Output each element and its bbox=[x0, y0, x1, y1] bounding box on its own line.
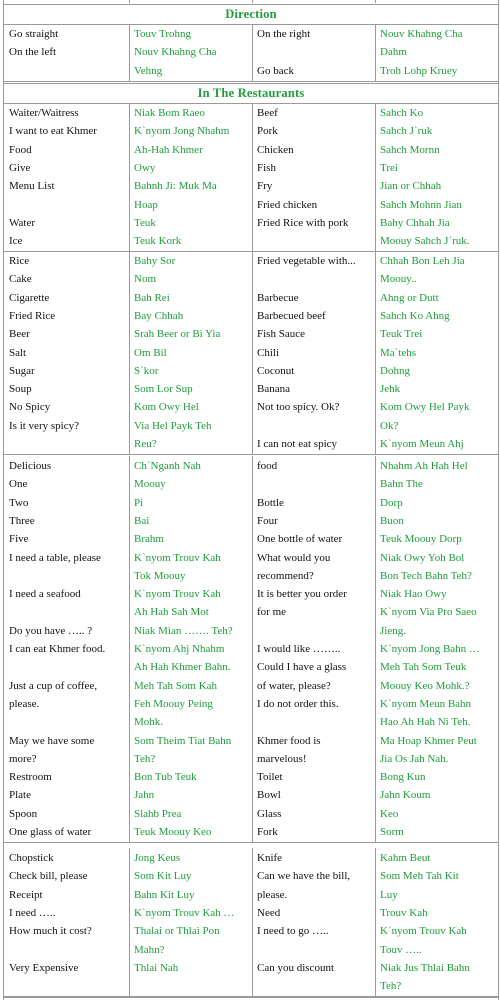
english-phrase: Toilet bbox=[257, 771, 283, 784]
khmer-phrase: K`nyom Trouv Kah … bbox=[134, 906, 235, 919]
english-phrase: Cake bbox=[9, 273, 32, 286]
english-phrase: Chopstick bbox=[9, 852, 54, 864]
khmer-phrase: Hoap bbox=[134, 198, 158, 211]
english-phrase: Three bbox=[9, 514, 35, 527]
khmer-phrase: Teuk Moouy Dorp bbox=[380, 533, 462, 546]
column-divider bbox=[375, 103, 376, 251]
khmer-phrase: Mohk. bbox=[134, 716, 164, 729]
english-phrase: Do you have ….. ? bbox=[9, 624, 93, 637]
khmer-phrase: Thlai Nah bbox=[134, 961, 179, 974]
english-phrase: On the left bbox=[9, 46, 57, 59]
section-header: In The Restaurants bbox=[4, 83, 498, 104]
khmer-phrase: K`nyom Trouv Kah bbox=[134, 551, 221, 564]
english-phrase: Soup bbox=[9, 383, 32, 396]
column-divider bbox=[129, 251, 130, 454]
khmer-phrase: Som Meh Tah Kit bbox=[380, 870, 459, 883]
khmer-phrase: Owy bbox=[134, 161, 156, 174]
english-phrase: marvelous! bbox=[257, 752, 307, 765]
column-divider bbox=[252, 848, 253, 996]
english-phrase: Chili bbox=[257, 346, 280, 359]
khmer-phrase: Bahy Sor bbox=[134, 255, 176, 267]
english-phrase: please. bbox=[257, 888, 288, 901]
khmer-phrase: Hao Ah Hah Ni Teh. bbox=[380, 716, 471, 729]
row-group bbox=[4, 24, 498, 82]
khmer-phrase: Jian or Chhah bbox=[380, 180, 442, 193]
english-phrase: One bottle of water bbox=[257, 533, 343, 546]
english-phrase: I need ….. bbox=[9, 906, 56, 919]
english-phrase: Pork bbox=[257, 125, 278, 138]
column-divider bbox=[252, 251, 253, 454]
khmer-phrase: Vehng bbox=[134, 64, 163, 77]
english-phrase: Spoon bbox=[9, 807, 38, 820]
khmer-phrase: Niak Owy Yoh Bol bbox=[380, 551, 465, 564]
english-phrase: I need a table, please bbox=[9, 551, 101, 564]
khmer-phrase: Jieng. bbox=[380, 624, 406, 637]
khmer-phrase: Dorp bbox=[380, 496, 403, 509]
english-phrase: for me bbox=[257, 606, 287, 619]
english-phrase: Go straight bbox=[9, 28, 59, 40]
english-phrase: I can eat Khmer food. bbox=[9, 643, 106, 655]
khmer-phrase: Bahnh Ji: Muk Ma bbox=[134, 180, 217, 193]
row-group bbox=[4, 848, 498, 997]
khmer-phrase: Nom bbox=[134, 273, 156, 286]
khmer-phrase: Moouy Sahch J`ruk. bbox=[380, 235, 470, 248]
english-phrase: Water bbox=[9, 216, 35, 229]
english-phrase: Bowl bbox=[257, 789, 281, 802]
english-phrase: Coconut bbox=[257, 364, 295, 377]
khmer-phrase: Touv ….. bbox=[380, 943, 422, 956]
column-divider bbox=[252, 24, 253, 81]
english-phrase: please. bbox=[9, 697, 40, 710]
khmer-phrase: Sorm bbox=[380, 826, 404, 838]
english-phrase: Five bbox=[9, 533, 29, 546]
english-phrase: Cigarette bbox=[9, 291, 50, 304]
khmer-phrase: Brahm bbox=[134, 533, 164, 546]
column-divider bbox=[375, 24, 376, 81]
khmer-phrase: Mahn? bbox=[134, 943, 165, 956]
english-phrase: I would like …….. bbox=[257, 643, 341, 655]
english-phrase: Ice bbox=[9, 235, 23, 248]
khmer-phrase: Kom Owy Hel bbox=[134, 401, 199, 414]
khmer-phrase: Som Lor Sup bbox=[134, 383, 193, 396]
khmer-phrase: Bay Chhah bbox=[134, 309, 184, 322]
khmer-phrase: Bon Tub Teuk bbox=[134, 771, 197, 784]
khmer-phrase: Teuk Moouy Keo bbox=[134, 826, 212, 838]
english-phrase: Can we have the bill, bbox=[257, 870, 351, 883]
khmer-phrase: Kom Owy Hel Payk bbox=[380, 401, 470, 414]
khmer-phrase: K`nyom Ahj Nhahm bbox=[134, 643, 225, 655]
khmer-phrase: K`nyom Meun Bahn bbox=[380, 697, 472, 710]
khmer-phrase: Sahch J`ruk bbox=[380, 125, 433, 138]
english-phrase: Knife bbox=[257, 852, 283, 864]
english-phrase: Not too spicy. Ok? bbox=[257, 401, 340, 414]
english-phrase: Food bbox=[9, 143, 32, 156]
khmer-phrase: Jong Keus bbox=[134, 852, 181, 864]
khmer-phrase: Pi bbox=[134, 496, 144, 509]
khmer-phrase: Dahm bbox=[380, 46, 407, 59]
khmer-phrase: Slahb Prea bbox=[134, 807, 182, 820]
khmer-phrase: Bahn Kit Luy bbox=[134, 888, 195, 901]
khmer-phrase: Jehk bbox=[380, 383, 401, 396]
english-phrase: Sugar bbox=[9, 364, 35, 377]
khmer-phrase: Jia Os Jah Nah. bbox=[380, 752, 449, 765]
khmer-phrase: Bai bbox=[134, 514, 150, 527]
khmer-phrase: Sahch Mornn bbox=[380, 143, 440, 156]
english-phrase: Fish bbox=[257, 161, 276, 174]
row-group bbox=[4, 456, 498, 843]
khmer-phrase: Jahn bbox=[134, 789, 155, 802]
row-group bbox=[4, 251, 498, 455]
english-phrase: Barbecued beef bbox=[257, 309, 326, 322]
khmer-phrase: Feh Moouy Peing bbox=[134, 697, 213, 710]
english-phrase: Receipt bbox=[9, 888, 43, 901]
english-phrase: No Spicy bbox=[9, 401, 51, 414]
khmer-phrase: Ah Hah Sah Mot bbox=[134, 606, 209, 619]
khmer-phrase: Jahn Koum bbox=[380, 789, 431, 802]
khmer-phrase: K`nyom Trouv Kah bbox=[380, 925, 467, 938]
khmer-phrase: Buon bbox=[380, 514, 404, 527]
english-phrase: What would you bbox=[257, 551, 331, 564]
khmer-phrase: Moouy.. bbox=[380, 273, 417, 286]
column-divider bbox=[252, 456, 253, 842]
khmer-phrase: Meh Tah Som Kah bbox=[134, 679, 218, 692]
khmer-phrase: Niak Jus Thlai Bahn bbox=[380, 961, 470, 974]
khmer-phrase: Teh? bbox=[380, 980, 402, 993]
khmer-phrase: Bong Kun bbox=[380, 771, 426, 784]
column-divider bbox=[129, 103, 130, 251]
english-phrase: Restroom bbox=[9, 771, 52, 784]
khmer-phrase: Bahy Chhah Jia bbox=[380, 216, 450, 229]
khmer-phrase: Teuk Trei bbox=[380, 328, 423, 341]
english-phrase: Waiter/Waitress bbox=[9, 107, 79, 119]
khmer-phrase: Moouy Keo Mohk.? bbox=[380, 679, 470, 692]
english-phrase: Very Expensive bbox=[9, 961, 79, 974]
column-divider bbox=[375, 456, 376, 842]
khmer-phrase: Troh Lohp Kruey bbox=[380, 64, 458, 77]
column-divider bbox=[375, 848, 376, 996]
english-phrase: Fry bbox=[257, 180, 273, 193]
column-divider bbox=[129, 848, 130, 996]
english-phrase: I need to go ….. bbox=[257, 925, 329, 938]
table-bottom-border bbox=[4, 997, 498, 998]
english-phrase: Fried vegetable with... bbox=[257, 255, 356, 267]
khmer-phrase: Nhahm Ah Hah Hel bbox=[380, 460, 468, 472]
column-divider bbox=[252, 103, 253, 251]
english-phrase: Delicious bbox=[9, 460, 52, 472]
english-phrase: Go back bbox=[257, 64, 294, 77]
english-phrase: How much it cost? bbox=[9, 925, 92, 938]
khmer-phrase: Nouv Khahng Cha bbox=[380, 28, 463, 40]
khmer-phrase: K`nyom Jong Nhahm bbox=[134, 125, 230, 138]
english-phrase: Give bbox=[9, 161, 31, 174]
khmer-phrase: Moouy bbox=[134, 478, 166, 491]
khmer-phrase: Niak Bom Raeo bbox=[134, 107, 205, 119]
khmer-phrase: Som Kit Luy bbox=[134, 870, 192, 883]
khmer-phrase: Via Hel Payk Teh bbox=[134, 419, 212, 432]
khmer-phrase: Bah Rei bbox=[134, 291, 170, 304]
english-phrase: On the right bbox=[257, 28, 311, 40]
khmer-phrase: Chhah Bon Leh Jia bbox=[380, 255, 465, 267]
english-phrase: Fish Sauce bbox=[257, 328, 305, 341]
khmer-phrase: Teuk bbox=[134, 216, 156, 229]
english-phrase: Bottle bbox=[257, 496, 284, 509]
khmer-phrase: Touv Trohng bbox=[134, 28, 191, 40]
english-phrase: May we have some bbox=[9, 734, 95, 747]
khmer-phrase: Reu? bbox=[134, 438, 157, 450]
english-phrase: Khmer food is bbox=[257, 734, 321, 747]
english-phrase: of water, please? bbox=[257, 679, 331, 692]
english-phrase: recommend? bbox=[257, 569, 314, 582]
english-phrase: Fried Rice bbox=[9, 309, 56, 322]
khmer-phrase: Keo bbox=[380, 807, 399, 820]
english-phrase: Just a cup of coffee, bbox=[9, 679, 98, 692]
khmer-phrase: Bon Tech Bahn Teh? bbox=[380, 569, 472, 582]
khmer-phrase: Teh? bbox=[134, 752, 156, 765]
english-phrase: One glass of water bbox=[9, 826, 92, 838]
english-phrase: Rice bbox=[9, 255, 30, 267]
khmer-phrase: Ma Hoap Khmer Peut bbox=[380, 734, 477, 747]
khmer-phrase: Trouv Kah bbox=[380, 906, 428, 919]
khmer-phrase: Ah-Hah Khmer bbox=[134, 143, 203, 156]
khmer-phrase: Dohng bbox=[380, 364, 410, 377]
english-phrase: I can not eat spicy bbox=[257, 438, 338, 450]
english-phrase: Beef bbox=[257, 107, 278, 119]
khmer-phrase: K`nyom Trouv Kah bbox=[134, 588, 221, 601]
column-divider bbox=[375, 251, 376, 454]
khmer-phrase: Ah Hah Khmer Bahn. bbox=[134, 661, 231, 674]
english-phrase: One bbox=[9, 478, 28, 491]
english-phrase: Beer bbox=[9, 328, 30, 341]
khmer-phrase: Niak Mian ……. Teh? bbox=[134, 624, 233, 637]
phrasebook-table bbox=[3, 0, 499, 1000]
english-phrase: Menu List bbox=[9, 180, 55, 193]
khmer-phrase: Srah Beer or Bi Yia bbox=[134, 328, 221, 341]
khmer-phrase: Ok? bbox=[380, 419, 399, 432]
english-phrase: Fried chicken bbox=[257, 198, 318, 211]
english-phrase: I do not order this. bbox=[257, 697, 339, 710]
english-phrase: Banana bbox=[257, 383, 290, 396]
english-phrase: Four bbox=[257, 514, 278, 527]
english-phrase: Fried Rice with pork bbox=[257, 216, 349, 229]
khmer-phrase: Om Bil bbox=[134, 346, 167, 359]
khmer-phrase: Ahng or Dutt bbox=[380, 291, 439, 304]
english-phrase: Is it very spicy? bbox=[9, 419, 79, 432]
english-phrase: I need a seafood bbox=[9, 588, 81, 601]
khmer-phrase: Thalai or Thlai Pon bbox=[134, 925, 220, 938]
english-phrase: Fork bbox=[257, 826, 278, 838]
english-phrase: Need bbox=[257, 906, 281, 919]
khmer-phrase: K`nyom Meun Ahj bbox=[380, 438, 464, 450]
column-divider bbox=[129, 24, 130, 81]
khmer-phrase: Luy bbox=[380, 888, 398, 901]
english-phrase: Plate bbox=[9, 789, 31, 802]
khmer-phrase: Meh Tah Som Teuk bbox=[380, 661, 467, 674]
khmer-phrase: Som Theim Tiat Bahn bbox=[134, 734, 232, 747]
english-phrase: I want to eat Khmer bbox=[9, 125, 97, 138]
table-top-stub bbox=[4, 0, 498, 3]
khmer-phrase: Sahch Ko Ahng bbox=[380, 309, 450, 322]
khmer-phrase: Trei bbox=[380, 161, 398, 174]
english-phrase: Can you discount bbox=[257, 961, 334, 974]
english-phrase: food bbox=[257, 460, 278, 472]
khmer-phrase: Nouv Khahng Cha bbox=[134, 46, 217, 59]
khmer-phrase: Tok Moouy bbox=[134, 569, 186, 582]
english-phrase: Barbecue bbox=[257, 291, 299, 304]
khmer-phrase: Teuk Kork bbox=[134, 235, 182, 248]
khmer-phrase: Sahch Mohnn Jian bbox=[380, 198, 462, 211]
row-group bbox=[4, 103, 498, 252]
english-phrase: Chicken bbox=[257, 143, 294, 156]
english-phrase: Two bbox=[9, 496, 29, 509]
english-phrase: Check bill, please bbox=[9, 870, 88, 883]
khmer-phrase: Bahn The bbox=[380, 478, 423, 491]
khmer-phrase: Ch`Nganh Nah bbox=[134, 460, 201, 472]
khmer-phrase: Ma`tehs bbox=[380, 346, 417, 359]
khmer-phrase: Sahch Ko bbox=[380, 107, 424, 119]
khmer-phrase: Kahm Beut bbox=[380, 852, 431, 864]
english-phrase: more? bbox=[9, 752, 37, 765]
khmer-phrase: Niak Hao Owy bbox=[380, 588, 447, 601]
khmer-phrase: K`nyom Via Pro Saeo bbox=[380, 606, 477, 619]
english-phrase: Glass bbox=[257, 807, 282, 820]
khmer-phrase: K`nyom Jong Bahn … bbox=[380, 643, 480, 655]
english-phrase: It is better you order bbox=[257, 588, 347, 601]
english-phrase: Salt bbox=[9, 346, 27, 359]
column-divider bbox=[129, 456, 130, 842]
english-phrase: Could I have a glass bbox=[257, 661, 347, 674]
khmer-phrase: S`kor bbox=[134, 364, 159, 377]
section-header: Direction bbox=[4, 4, 498, 25]
